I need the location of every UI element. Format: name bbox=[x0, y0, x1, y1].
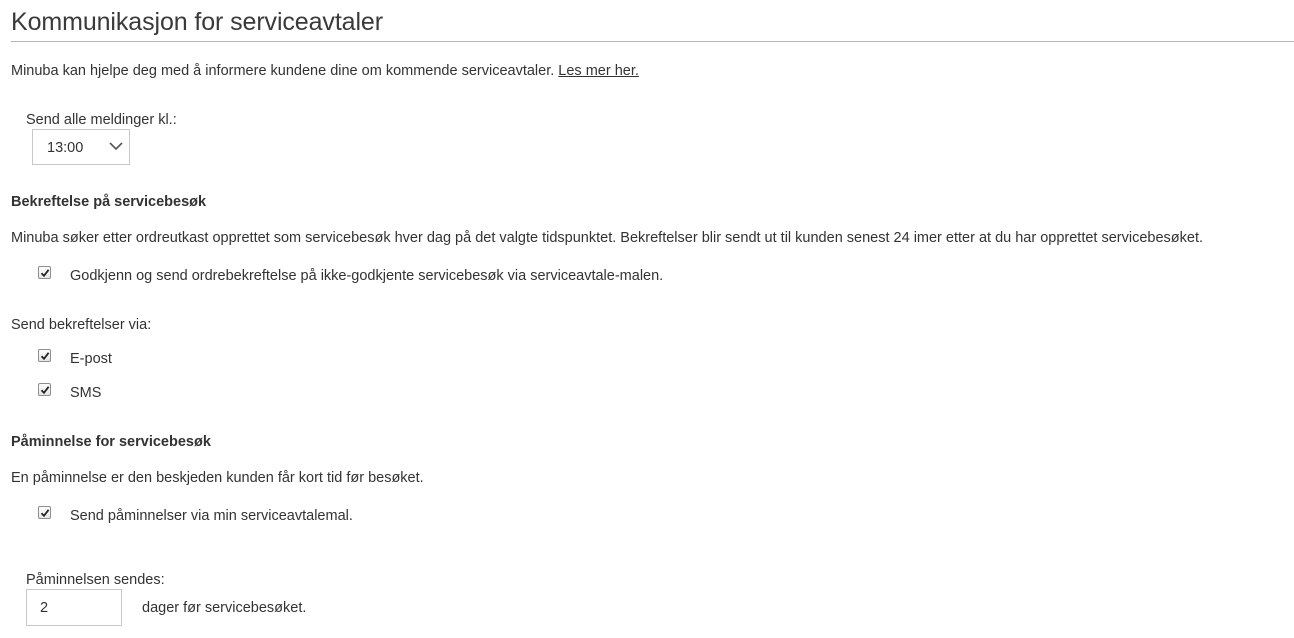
chevron-down-icon bbox=[109, 142, 123, 151]
title-divider bbox=[11, 41, 1294, 42]
reminder-description: En påminnelse er den beskjeden kunden får kort tid før besøket. bbox=[11, 470, 424, 486]
checkmark-icon bbox=[40, 385, 50, 395]
email-checkbox-label: E-post bbox=[70, 351, 112, 367]
send-time-select[interactable] bbox=[32, 129, 130, 165]
reminder-days-suffix: dager før servicebesøket. bbox=[142, 600, 307, 616]
send-time-label: Send alle meldinger kl.: bbox=[26, 112, 177, 128]
reminder-days-input[interactable] bbox=[26, 589, 122, 626]
confirmation-heading: Bekreftelse på servicebesøk bbox=[11, 194, 207, 210]
checkmark-icon bbox=[40, 508, 50, 518]
reminder-days-label: Påminnelsen sendes: bbox=[26, 572, 165, 588]
send-reminder-checkbox-label: Send påminnelser via min serviceavtalemal. bbox=[70, 508, 353, 524]
approve-checkbox-label: Godkjenn og send ordrebekreftelse på ikke-godkjente servicebesøk via serviceavtale-malen. bbox=[70, 268, 664, 284]
checkmark-icon bbox=[40, 351, 50, 361]
sms-checkbox[interactable] bbox=[38, 383, 51, 396]
confirmation-description: Minuba søker etter ordreutkast opprettet som servicebesøk hver dag på det valgte tidspunktet. Bekreftelser blir sendt ut til kunden senest 24 imer etter at du har opprettet servicebesøket. bbox=[11, 230, 1204, 246]
send-reminder-checkbox[interactable] bbox=[38, 506, 51, 519]
email-checkbox[interactable] bbox=[38, 349, 51, 362]
sms-checkbox-label: SMS bbox=[70, 385, 102, 401]
intro-paragraph bbox=[11, 63, 639, 79]
checkmark-icon bbox=[40, 268, 50, 278]
send-via-label: Send bekreftelser via: bbox=[11, 317, 152, 333]
read-more-link[interactable]: Les mer her. bbox=[558, 63, 639, 79]
reminder-heading: Påminnelse for servicebesøk bbox=[11, 434, 211, 450]
intro-text: Minuba kan hjelpe deg med å informere kundene dine om kommende serviceavtaler. bbox=[11, 63, 555, 79]
page-title: Kommunikasjon for serviceavtaler bbox=[11, 8, 383, 36]
send-time-value: 13:00 bbox=[47, 140, 84, 156]
approve-checkbox[interactable] bbox=[38, 266, 51, 279]
